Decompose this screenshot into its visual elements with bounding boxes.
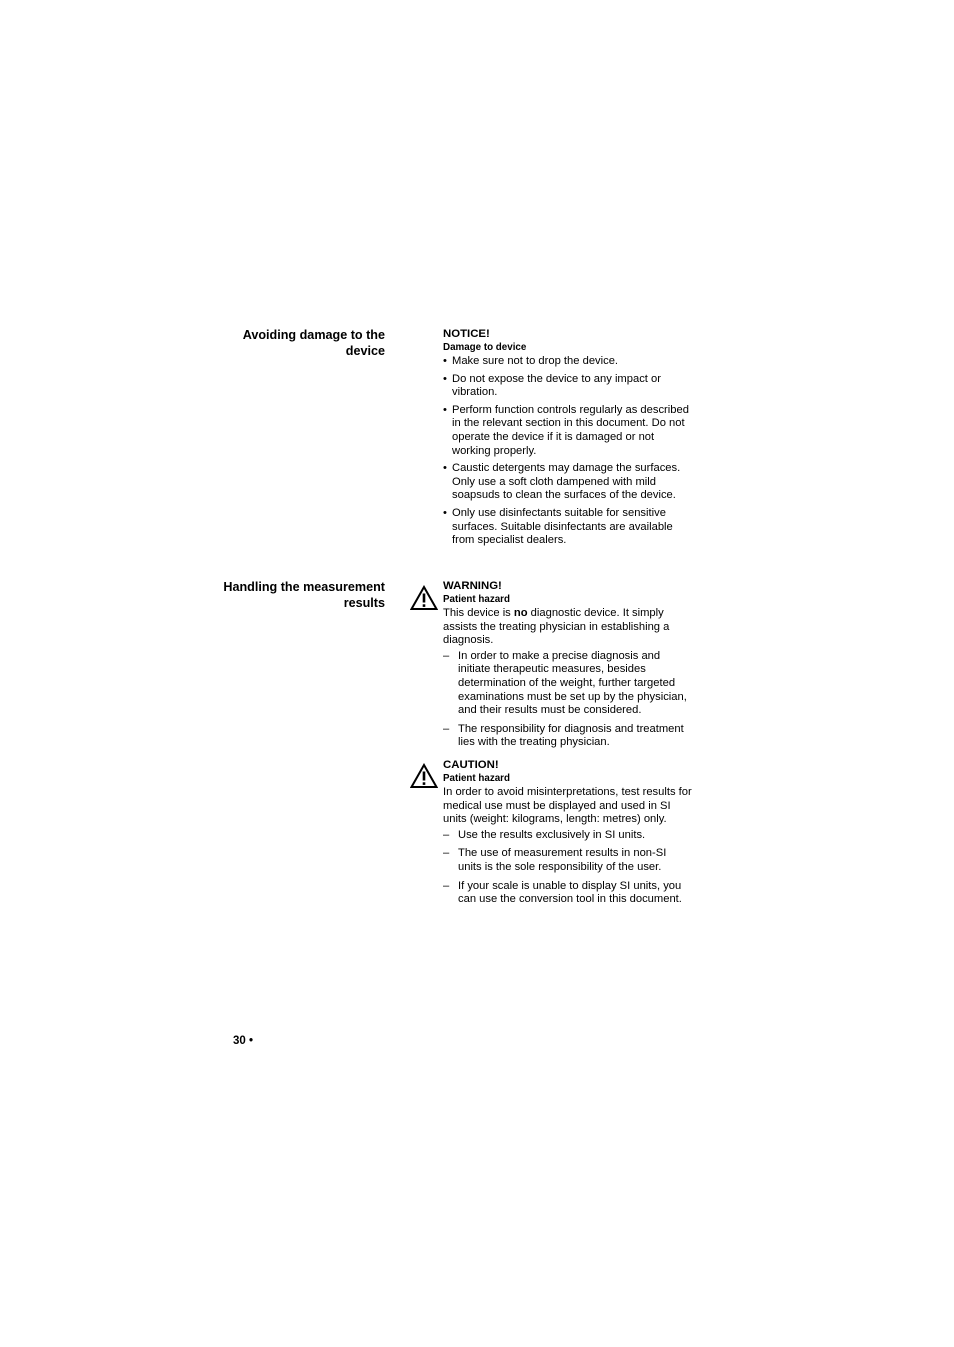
notice-label: NOTICE! xyxy=(443,328,490,340)
list-item: – If your scale is unable to display SI units, you can use the conversion tool in this document. xyxy=(443,879,682,906)
warning-subtitle: Patient hazard xyxy=(443,594,510,605)
page-number: 30 • xyxy=(233,1035,254,1047)
caution-intro: In order to avoid misinterpretations, test results for medical use must be displayed and used in SI units (weight: kilograms, length: metres) only. xyxy=(443,786,692,826)
list-item: – Use the results exclusively in SI units. xyxy=(443,828,646,841)
warning-block xyxy=(443,580,693,755)
list-item: • Perform function controls regularly as described in the relevant section in this document. Do not operate the device if it is damaged or not working properly. xyxy=(443,403,689,457)
list-item: • Only use disinfectants suitable for sensitive surfaces. Suitable disinfectants are available from specialist dealers. xyxy=(443,506,673,547)
caution-subtitle: Patient hazard xyxy=(443,773,510,784)
caution-label: CAUTION! xyxy=(443,759,499,771)
list-item: • Make sure not to drop the device. xyxy=(443,355,619,367)
notice-bullet-list xyxy=(443,355,693,548)
list-item: – The responsibility for diagnosis and treatment lies with the treating physician. xyxy=(443,722,684,749)
list-item: • Do not expose the device to any impact or vibration. xyxy=(443,372,661,399)
warning-dash-list xyxy=(443,650,693,750)
warning-triangle-icon xyxy=(410,763,438,789)
caution-dash-list xyxy=(443,829,693,907)
section-heading-damage: Avoiding damage to the device xyxy=(242,328,385,358)
list-item: – In order to make a precise diagnosis and initiate therapeutic measures, besides determination of the weight, further targeted examinations must be set up by the physician, and their results must be considered. xyxy=(443,649,687,717)
notice-subtitle: Damage to device xyxy=(443,342,527,353)
warning-triangle-icon xyxy=(410,585,438,611)
list-item: • Caustic detergents may damage the surfaces. Only use a soft cloth dampened with mild soapsuds to clean the surfaces of the device. xyxy=(443,462,681,502)
warning-intro: This device is no diagnostic device. It simply assists the treating physician in establishing a diagnosis. xyxy=(443,607,670,647)
caution-block xyxy=(443,759,693,912)
notice-block xyxy=(443,328,693,552)
warning-label: WARNING! xyxy=(443,580,502,592)
list-item: – The use of measurement results in non-SI units is the sole responsibility of the user. xyxy=(443,847,667,873)
section-heading-results: Handling the measurement results xyxy=(223,580,385,610)
